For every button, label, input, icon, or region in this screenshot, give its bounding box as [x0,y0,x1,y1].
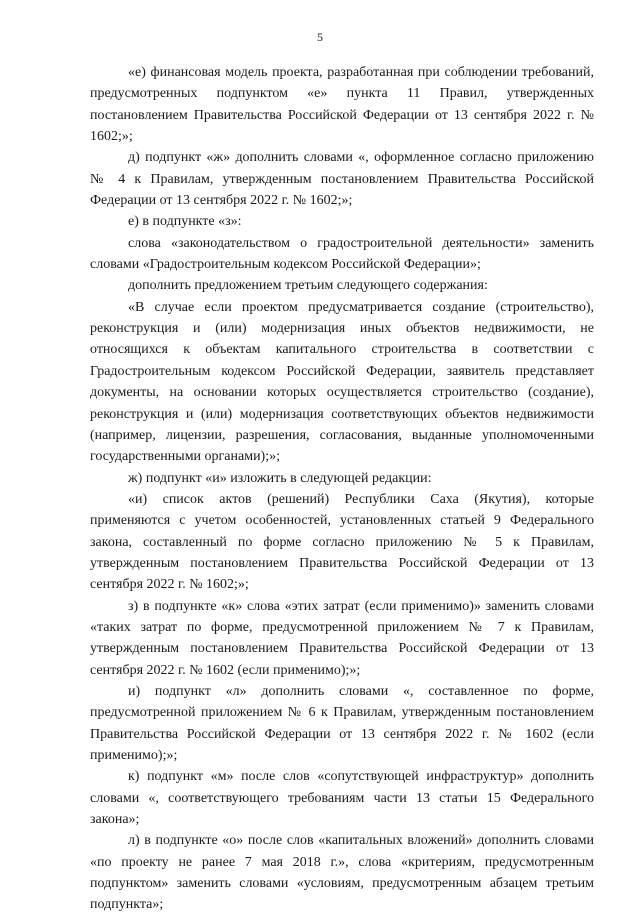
page-number: 5 [317,30,323,44]
paragraph-subpoint-l: и) подпункт «л» дополнить словами «, составленное по форме, предусмотренной приложением № 6 к Правилам, утвержденным постановлением Правительства Российской Федерации от 13 сентября 2022 г. № 1602 (если применимо);»; [90,683,594,763]
paragraph-replace-words: слова «законодательством о градостроительной деятельности» заменить словами «Градостроительным кодексом Российской Федерации»; [90,235,594,273]
paragraph-subpoint-zh: д) подпункт «ж» дополнить словами «, оформленное согласно приложению № 4 к Правилам, утвержденным постановлением Правительства Российской Федерации от 13 сентября 2022 г. № 1602;»; [90,150,594,209]
paragraph-subpoint-z: е) в подпункте «з»: [128,214,242,230]
paragraph-subpoint-i-text: «и) список актов (решений) Республики Саха (Якутия), которые применяются с учетом особенностей, установленных статьей 9 Федерального закона, составленный по форме согласно приложению № 5 к Правилам, утвержденным постановлением Правительства Российской Федерации от 13 сентября 2022 г. № 1602;»; [90,491,594,593]
paragraph-subpoint-m: к) подпункт «м» после слов «сопутствующей инфраструктур» дополнить словами «, соответствующего требованиям части 13 статьи 15 Федерального закона»; [90,769,594,828]
paragraph-subpoint-i-intro: ж) подпункт «и» изложить в следующей редакции: [128,470,432,486]
paragraph-financial-model: «е) финансовая модель проекта, разработанная при соблюдении требований, предусмотренных подпунктом «е» пункта 11 Правил, утвержденных постановлением Правительства Российской Федерации от 13 сентября 2022 г. № 1602;»; [90,65,594,145]
paragraph-quoted-sentence: «В случае если проектом предусматривается создание (строительство), реконструкция и (или) модернизация иных объектов недвижимости, не относящихся к объектам капитального строительства в соответствии с Градостроительным кодексом Российской Федерации, заявитель представляет документы, на основании которых осуществляется строительство (создание), реконструкция и (или) модернизация соответствующих объектов недвижимости (например, лицензии, разрешения, согласования, выданные уполномоченными государственными органами);»; [90,299,594,465]
paragraph-add-sentence: дополнить предложением третьим следующего содержания: [128,278,488,294]
document-body [90,62,594,916]
paragraph-subpoint-o: л) в подпункте «о» после слов «капитальных вложений» дополнить словами «по проекту не ранее 7 мая 2018 г.», слова «критериям, предусмотренным подпунктом» заменить словами «условиям, предусмотренным абзацем третьим подпункта»; [90,833,594,913]
paragraph-subpoint-k: з) в подпункте «к» слова «этих затрат (если применимо)» заменить словами «таких затрат по форме, предусмотренной приложением № 7 к Правилам, утвержденным постановлением Правительства Российской Федерации от 13 сентября 2022 г. № 1602 (если применимо);»; [90,598,594,678]
